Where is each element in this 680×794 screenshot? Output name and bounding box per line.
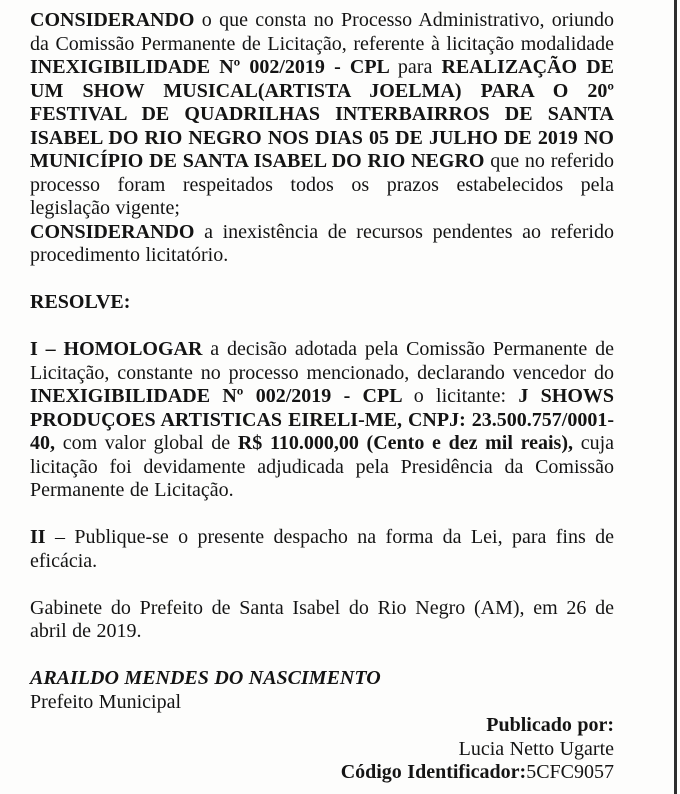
- text-run: REALIZAÇÃO DE UM SHOW MUSICAL(ARTISTA JOELMA) PARA O 20º FESTIVAL DE QUADRILHAS INTERBAIRROS DE SANTA ISABEL DO RIO NEGRO NOS DIAS 05 DE JULHO DE 2019 NO MUNICÍPIO DE SANTA ISABEL DO RIO NEGRO: [30, 56, 614, 172]
- text-run: o licitante:: [413, 385, 519, 407]
- published-by-name: [30, 738, 614, 762]
- item-i-homologar: [30, 338, 614, 503]
- text-run: RESOLVE:: [30, 291, 131, 313]
- text-run: com valor global de: [62, 432, 238, 454]
- text-run: Código Identificador:: [340, 761, 527, 783]
- gabinete-date-line: [30, 597, 614, 644]
- text-run: J SHOWS PRODUÇOES ARTISTICAS EIRELI-ME, CNPJ: 23.500.757/0001-40,: [30, 385, 614, 454]
- considerando-paragraph-2: [30, 221, 614, 268]
- text-run: cuja licitação foi devidamente adjudicada pela Presidência da Comissão Permanente de Licitação.: [30, 432, 614, 501]
- text-run: INEXIGIBILIDADE Nº 002/2019 - CPL: [30, 56, 398, 78]
- text-run: para: [397, 56, 442, 78]
- text-run: – Publique-se o presente despacho na forma da Lei, para fins de eficácia.: [30, 526, 614, 572]
- text-run: o que consta no Processo Administrativo, oriundo da Comissão Permanente de Licitação, referente à licitação modalidade: [30, 9, 615, 55]
- text-run: Gabinete do Prefeito de Santa Isabel do Rio Negro (AM), em 26 de abril de 2019.: [30, 596, 614, 642]
- text-run: Prefeito Municipal: [30, 690, 182, 713]
- item-ii-publique-se: [30, 526, 614, 573]
- identifier-code-line: [30, 761, 614, 785]
- text-run: Publicado por:: [486, 714, 614, 736]
- text-run: ARAILDO MENDES DO NASCIMENTO: [30, 667, 381, 689]
- text-run: 5CFC9057: [526, 761, 614, 783]
- text-run: R$ 110.000,00 (Cento e dez mil reais),: [237, 432, 581, 454]
- page-right-border-line: [674, 0, 677, 794]
- text-run: a inexistência de recursos pendentes ao referido procedimento licitatório.: [30, 220, 614, 266]
- text-run: que no referido processo foram respeitados todos os prazos estabelecidos pela legislação vigente;: [30, 150, 614, 219]
- text-run: INEXIGIBILIDADE Nº 002/2019 - CPL: [30, 385, 414, 407]
- text-run: II: [30, 526, 55, 548]
- text-run: CONSIDERANDO: [30, 220, 205, 243]
- considerando-paragraph-1: [30, 9, 614, 221]
- published-by-label: [30, 714, 614, 738]
- resolve-heading: [30, 291, 614, 315]
- document-text-column: [30, 9, 614, 785]
- text-run: I – HOMOLOGAR: [30, 338, 211, 360]
- text-run: a decisão adotada pela Comissão Permanente de Licitação, constante no processo mencionado, declarando vencedor do: [30, 338, 615, 384]
- text-run: CONSIDERANDO: [30, 9, 202, 31]
- signature-title: [30, 691, 614, 715]
- signature-name: [30, 667, 614, 691]
- text-run: Lucia Netto Ugarte: [458, 737, 614, 760]
